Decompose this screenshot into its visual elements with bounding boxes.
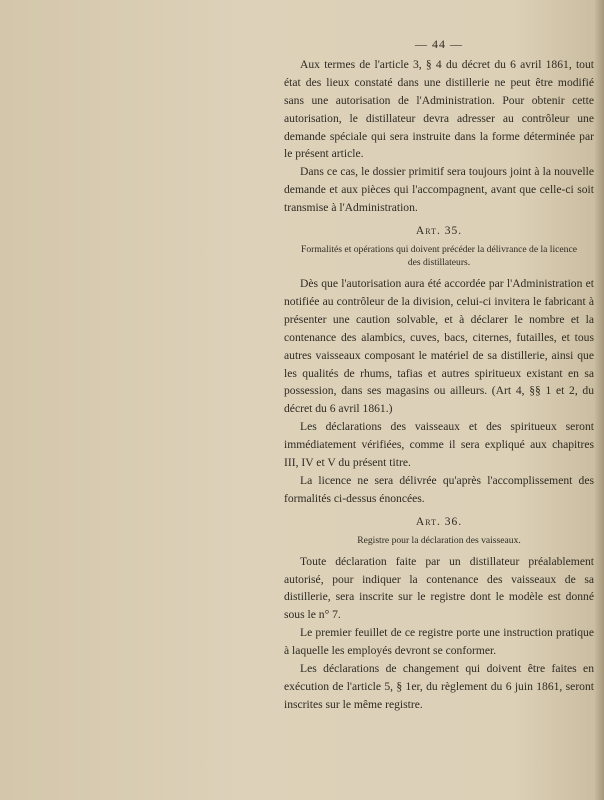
page-number: — 44 —	[415, 37, 463, 51]
article-36-heading: Registre pour la déclaration des vaisseaux.	[357, 534, 521, 546]
article-36-label: Art. 36.	[415, 515, 463, 528]
paragraph: Les déclarations de changement qui doivent être faites en exécution de l'article 5, § 1er, du règlement du 6 juin 1861, seront inscrites sur le même registre.	[284, 662, 594, 711]
paragraph: Toute déclaration faite par un distillateur préalablement autorisé, pour indiquer la contenance des vaisseaux de sa distillerie, sera inscrite sur le registre dont le modèle est donné sous le n° 7.	[284, 554, 594, 622]
article-35-heading: Formalités et opérations qui doivent précéder la délivrance de la licence des distillateurs.	[301, 243, 577, 268]
paragraph: Dans ce cas, le dossier primitif sera toujours joint à la nouvelle demande et aux pièces qui l'accompagnent, avant que celle-ci soit transmise à l'Administration.	[284, 165, 594, 215]
text-column	[284, 36, 594, 714]
paragraph: Le premier feuillet de ce registre porte une instruction pratique à laquelle les employés devront se conformer.	[284, 626, 594, 658]
paragraph: Les déclarations des vaisseaux et des spiritueux seront immédiatement vérifiées, comme il sera expliqué aux chapitres III, IV et V du présent titre.	[284, 420, 594, 470]
paragraph: La licence ne sera délivrée qu'après l'accomplissement des formalités ci-dessus énoncées.	[284, 473, 594, 505]
page-edge-shadow	[594, 0, 604, 800]
paragraph: Aux termes de l'article 3, § 4 du décret du 6 avril 1861, tout état des lieux constaté dans une distillerie ne peut être modifié sans une autorisation de l'Administration. Pour obtenir cette autorisation, le distillateur devra adresser au contrôleur une demande spéciale qui sera instruite dans la forme déterminée par le présent article.	[284, 57, 594, 161]
article-35-label: Art. 35.	[415, 225, 463, 238]
paragraph: Dès que l'autorisation aura été accordée par l'Administration et notifiée au contrôleur de la division, celui-ci invitera le fabricant à présenter une caution solvable, et à déclarer le nombre et la contenance des alambics, cuves, bacs, citernes, futailles, et tous autres vaisseaux composant le matériel de sa distillerie, ainsi que les qualités de rhums, tafias et autres spiritueux existant en sa possession, dans ses magasins ou ailleurs. (Art 4, §§ 1 et 2, du décret du 6 avril 1861.)	[284, 276, 594, 416]
